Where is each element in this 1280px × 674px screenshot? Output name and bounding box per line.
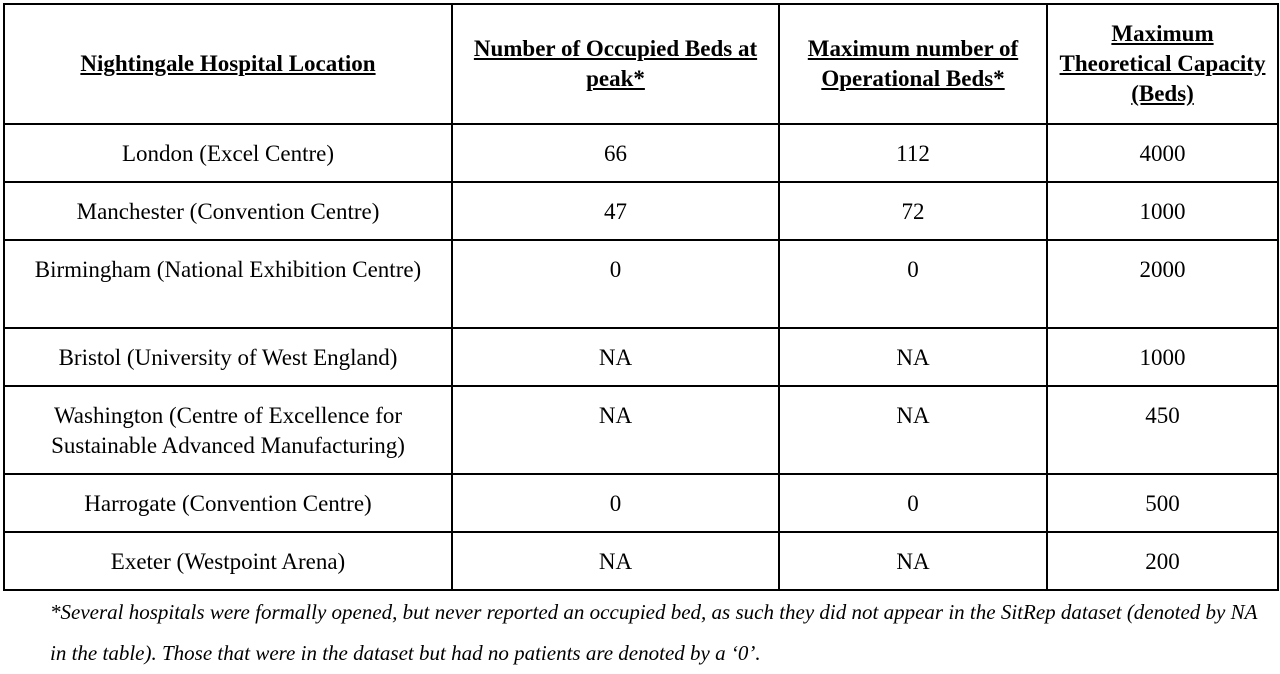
- cell-max-capacity: 1000: [1047, 328, 1278, 386]
- cell-location: Harrogate (Convention Centre): [4, 474, 452, 532]
- cell-location: Manchester (Convention Centre): [4, 182, 452, 240]
- table-row: [4, 124, 1278, 182]
- header-location: Nightingale Hospital Location: [4, 4, 452, 124]
- cell-max-operational: 0: [779, 474, 1047, 532]
- cell-location: London (Excel Centre): [4, 124, 452, 182]
- cell-occupied-peak: 47: [452, 182, 779, 240]
- cell-max-operational: 112: [779, 124, 1047, 182]
- cell-max-capacity: 500: [1047, 474, 1278, 532]
- table-row: [4, 328, 1278, 386]
- cell-occupied-peak: NA: [452, 386, 779, 474]
- cell-occupied-peak: 0: [452, 474, 779, 532]
- cell-occupied-peak: NA: [452, 328, 779, 386]
- nightingale-hospitals-table: [3, 3, 1279, 591]
- cell-occupied-peak: NA: [452, 532, 779, 590]
- cell-max-operational: NA: [779, 532, 1047, 590]
- cell-location: Bristol (University of West England): [4, 328, 452, 386]
- cell-max-capacity: 1000: [1047, 182, 1278, 240]
- table-footnote: *Several hospitals were formally opened, but never reported an occupied bed, as such they did not appear in the SitRep dataset (denoted by NA in the table). Those that were in the dataset but had no patients are denoted by a ‘0’.: [50, 600, 1258, 665]
- cell-location: Birmingham (National Exhibition Centre): [4, 240, 452, 328]
- header-max-operational-beds: Maximum number of Operational Beds*: [779, 4, 1047, 124]
- header-occupied-beds-peak: Number of Occupied Beds at peak*: [452, 4, 779, 124]
- cell-occupied-peak: 0: [452, 240, 779, 328]
- cell-occupied-peak: 66: [452, 124, 779, 182]
- cell-max-capacity: 4000: [1047, 124, 1278, 182]
- cell-location: Washington (Centre of Excellence for Sustainable Advanced Manufacturing): [4, 386, 452, 474]
- cell-max-operational: NA: [779, 386, 1047, 474]
- cell-max-capacity: 450: [1047, 386, 1278, 474]
- cell-max-operational: NA: [779, 328, 1047, 386]
- cell-max-operational: 72: [779, 182, 1047, 240]
- header-max-theoretical-capacity: Maximum Theoretical Capacity (Beds): [1047, 4, 1278, 124]
- cell-max-operational: 0: [779, 240, 1047, 328]
- table-row: [4, 240, 1278, 328]
- table-row: [4, 182, 1278, 240]
- cell-max-capacity: 2000: [1047, 240, 1278, 328]
- table-header-row: [4, 4, 1278, 124]
- cell-max-capacity: 200: [1047, 532, 1278, 590]
- table-row: [4, 532, 1278, 590]
- cell-location: Exeter (Westpoint Arena): [4, 532, 452, 590]
- table-row: [4, 386, 1278, 474]
- table-row: [4, 474, 1278, 532]
